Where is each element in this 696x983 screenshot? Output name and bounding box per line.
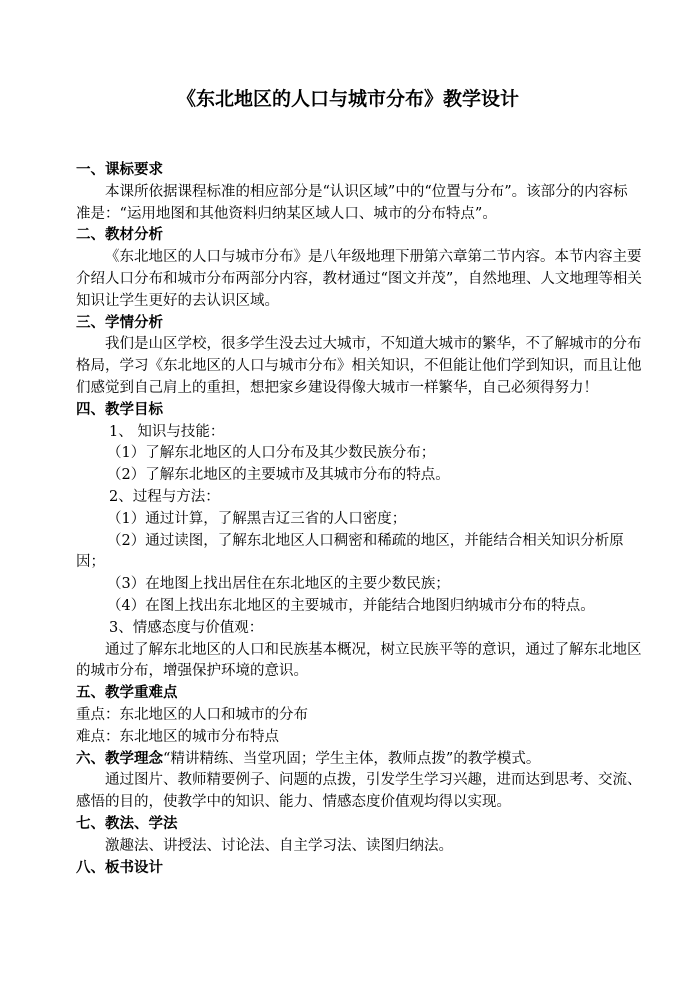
section-philosophy-line: [76, 749, 642, 771]
section-heading-textbook: 二、教材分析: [76, 227, 163, 244]
section-heading-objectives: 四、教学目标: [76, 401, 163, 418]
paragraph-standards: 本课所依据课程标准的相应部分是“认识区域”中的“位置与分布”。该部分的内容标准是：“运用地图和其他资料归纳某区域人口、城市的分布特点”。: [76, 183, 628, 222]
objective-group-1: 1、 知识与技能：: [109, 423, 225, 440]
objective-group-3: 3、情感态度与价值观：: [109, 619, 264, 636]
objective-item: （2）了解东北地区的主要城市及其城市分布的特点。: [107, 467, 450, 484]
objective-item: （4）在图上找出东北地区的主要城市，并能结合地图归纳城市分布的特点。: [107, 597, 595, 614]
section-heading-philosophy: 六、教学理念: [76, 750, 163, 767]
paragraph-philosophy: 通过图片、教师精要例子、问题的点拨，引发学生学习兴趣，进而达到思考、交流、感悟的目的，使教学中的知识、能力、情感态度价值观均得以实现。: [76, 772, 642, 811]
paragraph-methods: 激趣法、讲授法、讨论法、自主学习法、读图归纳法。: [105, 837, 453, 854]
document-body: [76, 160, 642, 879]
section-heading-key-points: 五、教学重难点: [76, 685, 178, 702]
objective-item: （1）通过计算，了解黑吉辽三省的人口密度；: [107, 510, 407, 527]
section-heading-methods: 七、教法、学法: [76, 815, 178, 832]
objective-paragraph: 通过了解东北地区的人口和民族基本概况，树立民族平等的意识，通过了解东北地区的城市分布，增强保护环境的意识。: [76, 641, 642, 680]
philosophy-inline-text: “精讲精练、当堂巩固；学生主体，教师点拨”的教学模式。: [163, 750, 541, 767]
document-title: 《东北地区的人口与城市分布》教学设计: [176, 88, 519, 110]
section-heading-standards: 一、课标要求: [76, 162, 163, 178]
section-heading-board: 八、板书设计: [76, 859, 163, 876]
paragraph-students: 我们是山区学校，很多学生没去过大城市，不知道大城市的繁华，不了解城市的分布格局，学习《东北地区的人口与城市分布》相关知识，不但能让他们学到知识，而且让他们感觉到自己肩上的重担，想把家乡建设得像大城市一样繁华，自己必须得努力！: [76, 336, 642, 396]
difficult-point: 难点：东北地区的城市分布特点: [76, 728, 279, 745]
objective-group-2: 2、过程与方法：: [109, 488, 220, 505]
section-heading-students: 三、学情分析: [76, 314, 163, 331]
objective-item: （3）在地图上找出居住在东北地区的主要少数民族；: [107, 576, 450, 593]
paragraph-textbook: 《东北地区的人口与城市分布》是八年级地理下册第六章第二节内容。本节内容主要介绍人口分布和城市分布两部分内容，教材通过“图文并茂”，自然地理、人文地理等相关知识让学生更好的去认识区域。: [76, 249, 642, 309]
key-point: 重点：东北地区的人口和城市的分布: [76, 706, 308, 723]
objective-item: （2）通过读图，了解东北地区人口稠密和稀疏的地区，并能结合相关知识分析原因；: [76, 532, 624, 571]
objective-item: （1）了解东北地区的人口分布及其少数民族分布；: [107, 445, 436, 462]
